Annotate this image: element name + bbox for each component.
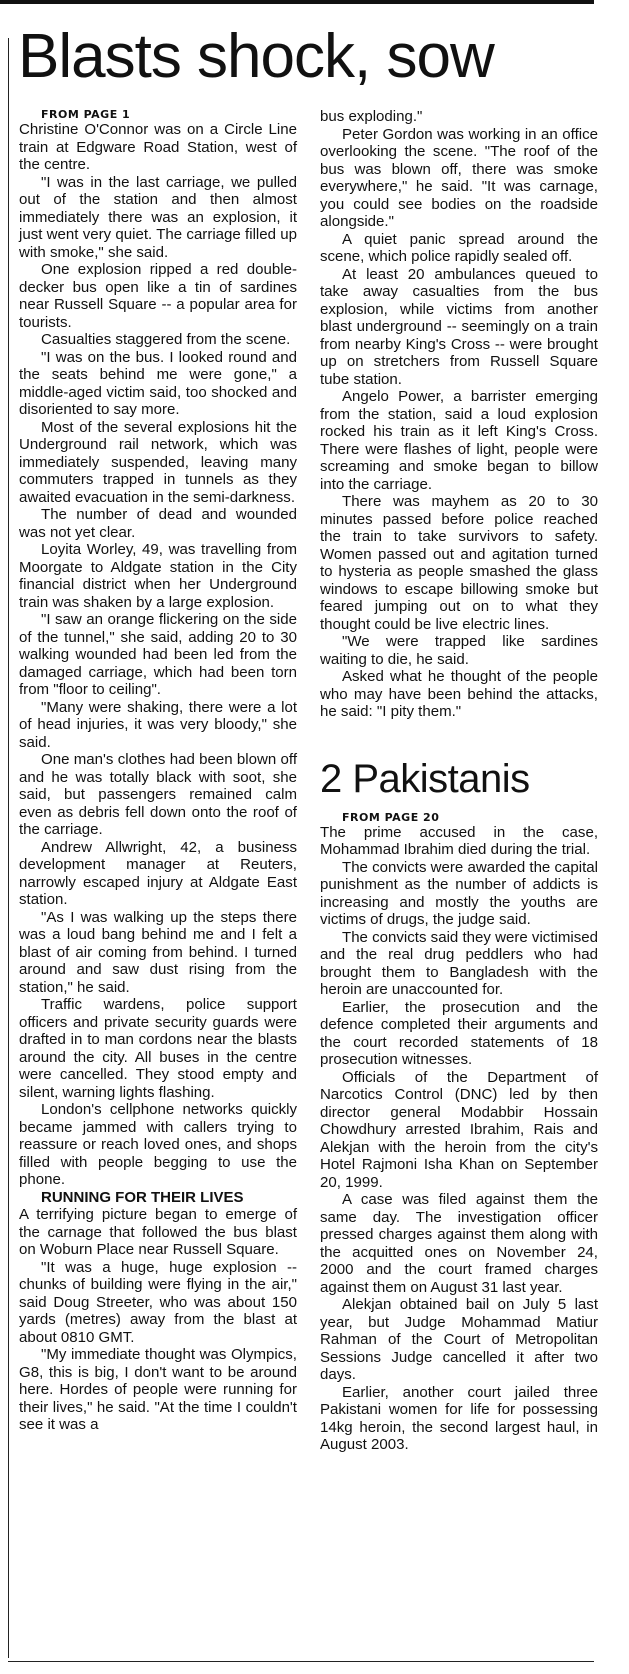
story1-paragraph: Christine O'Connor was on a Circle Line train at Edgware Road Station, west of the centre. [19, 121, 297, 173]
story2-paragraph: The convicts were awarded the capital punishment as the number of addicts is increasing and mostly the youths are victims of drugs, the judge said. [320, 858, 598, 928]
story2-paragraph: Officials of the Department of Narcotics Control (DNC) led by then director general Modabbir Hossain Chowdhury arrested Ibrahim, Rais and Alekjan with the heroin from the city's Hotel Rajmoni Isha Khan on September 20, 1999. [320, 1068, 598, 1191]
story1-paragraph: "It was a huge, huge explosion -- chunks of building were flying in the air," said Doug Streeter, who was about 150 yards (metres) away from the blast at about 0810 GMT. [19, 1258, 297, 1346]
story2-paragraph: A case was filed against them the same day. The investigation officer pressed charges against them along with the acquitted ones on November 24, 2000 and the court framed charges against them on August 31 last year. [320, 1191, 598, 1296]
story1-paragraph: Angelo Power, a barrister emerging from the station, said a loud explosion rocked his train as it left King's Cross. There were flashes of light, people were screaming and smoke began to billow into the carriage. [320, 388, 598, 493]
top-rule [0, 0, 594, 4]
story2-paragraph: Earlier, the prosecution and the defence completed their arguments and the court recorded statements of 18 prosecution witnesses. [320, 998, 598, 1068]
story2-headline: 2 Pakistanis [320, 756, 530, 801]
story1-paragraph: Peter Gordon was working in an office overlooking the scene. "The roof of the bus was blown off, there was smoke everywhere," he said. "It was carnage, you could see bodies on the roadside alongside." [320, 125, 598, 230]
story1-paragraph: Traffic wardens, police support officers and private security guards were drafted in to man cordons near the blasts around the city. All buses in the centre were cancelled. They stood empty and silent, warning lights flashing. [19, 996, 297, 1101]
story1-paragraph: "Many were shaking, there were a lot of head injuries, it was very bloody," she said. [19, 698, 297, 751]
story1-paragraph: There was mayhem as 20 to 30 minutes passed before police reached the train to take survivors to safety. Women passed out and agitation turned to hysteria as people smashed the glass windows to escape billowing smoke but feared jumping out on to what they thought could be live electric lines. [320, 493, 598, 633]
column-1 [19, 108, 297, 1434]
story1-paragraph: At least 20 ambulances queued to take away casualties from the bus explosion, while victims from another blast underground -- seemingly on a train from nearby King's Cross -- were brought up on stretchers from Russell Square tube station. [320, 265, 598, 388]
story1-headline: Blasts shock, sow [18, 22, 494, 91]
story1-subhead: RUNNING FOR THEIR LIVES [41, 1188, 244, 1206]
story1-paragraph: Loyita Worley, 49, was travelling from Moorgate to Aldgate station in the City financial district when her Underground train was shaken by a large explosion. [19, 541, 297, 611]
story1-paragraph: A terrifying picture began to emerge of the carnage that followed the bus blast on Woburn Place near Russell Square. [19, 1206, 297, 1258]
story1-paragraph: "We were trapped like sardines waiting to die, he said. [320, 633, 598, 668]
story1-paragraph: Casualties staggered from the scene. [41, 331, 291, 348]
story2-paragraph: The convicts said they were victimised and the real drug peddlers who had brought them to Bangladesh with the heroin are unaccounted for. [320, 928, 598, 998]
story1-paragraph: One man's clothes had been blown off and he was totally black with soot, she said, but passengers remained calm even as debris fell down onto the roof of the carriage. [19, 751, 297, 838]
story1-paragraph: Andrew Allwright, 42, a business development manager at Reuters, narrowly escaped injury at Aldgate East station. [19, 838, 297, 908]
story1-paragraph: "As I was walking up the steps there was a loud bang behind me and I felt a blast of air coming from behind. I turned around and saw dust rising from the station," he said. [19, 908, 297, 996]
story2-paragraph: The prime accused in the case, Mohammad Ibrahim died during the trial. [320, 823, 598, 858]
story1-kicker: FROM PAGE 1 [41, 108, 131, 121]
story2-kicker: FROM PAGE 20 [342, 810, 440, 824]
story1-paragraph: "I was in the last carriage, we pulled out of the station and then almost immediately there was an explosion, it just went very quiet. The carriage filled up with smoke," she said. [19, 173, 297, 261]
story1-paragraph: Most of the several explosions hit the Underground rail network, which was immediately suspended, leaving many commuters trapped in tunnels as they awaited evacuation in the semi-darkness. [19, 418, 297, 506]
story1-paragraph: "I saw an orange flickering on the side of the tunnel," she said, adding 20 to 30 walking wounded had been led from the damaged carriage, which had been torn from "floor to ceiling". [19, 611, 297, 698]
story1-paragraph: The number of dead and wounded was not yet clear. [19, 506, 297, 541]
story1-paragraph: "I was on the bus. I looked round and the seats behind me were gone," a middle-aged victim said, too shocked and disoriented to say more. [19, 348, 297, 418]
bottom-rule [8, 1661, 594, 1662]
story1-paragraph: "My immediate thought was Olympics, G8, this is big, I don't want to be around here. Hordes of people were running for their lives," he said. "At the time I couldn't see it was a [19, 1346, 297, 1433]
story1-paragraph: One explosion ripped a red double-decker bus open like a tin of sardines near Russell Square -- a popular area for tourists. [19, 261, 297, 331]
story1-paragraph: bus exploding." [320, 108, 423, 125]
story1-paragraph: Asked what he thought of the people who may have been behind the attacks, he said: "I pity them." [320, 668, 598, 720]
story2-paragraph: Earlier, another court jailed three Pakistani women for life for possessing 14kg heroin, the second largest haul, in August 2003. [320, 1383, 598, 1453]
left-column-rule [8, 38, 9, 1658]
story1-paragraph: London's cellphone networks quickly became jammed with callers trying to reassure or reach loved ones, and shops filled with people begging to use the phone. [19, 1101, 297, 1188]
column-2 [320, 108, 598, 1454]
story2-paragraph: Alekjan obtained bail on July 5 last year, but Judge Mohammad Matiur Rahman of the Court of Metropolitan Sessions Judge cancelled it after two days. [320, 1296, 598, 1383]
story1-paragraph: A quiet panic spread around the scene, which police rapidly sealed off. [320, 230, 598, 265]
